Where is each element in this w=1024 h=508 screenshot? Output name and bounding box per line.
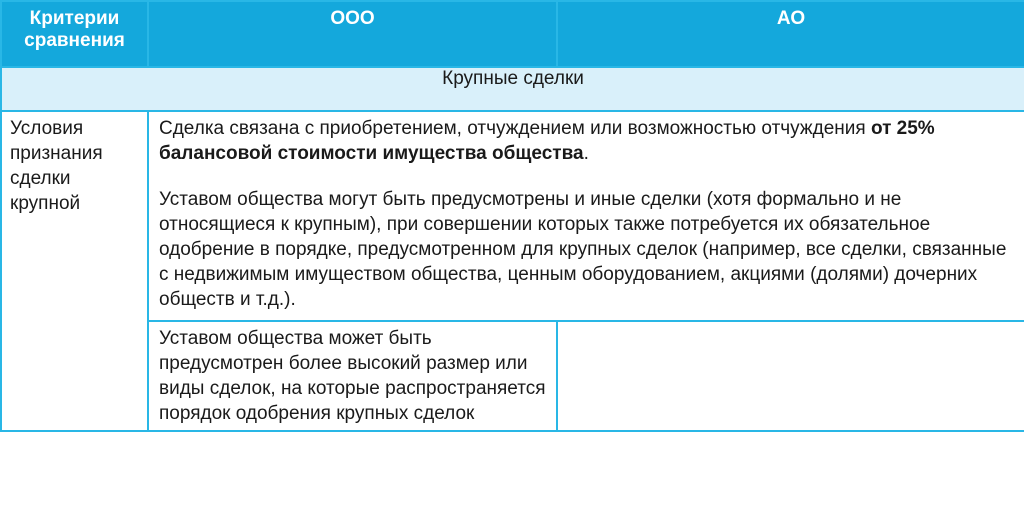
ooo-cell (148, 321, 557, 431)
common-text-part2: . (583, 143, 589, 164)
section-title: Крупные сделки (1, 67, 1024, 111)
common-paragraph-1 (159, 116, 1014, 166)
header-criteria: Критерии сравнения (1, 1, 148, 67)
criterion-cell (1, 111, 148, 431)
common-paragraph-2: Уставом общества могут быть предусмотрены и иные сделки (хотя формально и не относящиеся к крупным), при совершении которых также потребуется их обязательное одобрение в порядке, предусмотренном для крупных сделок (например, все сделки, связанные с недвижимым имуществом общества, ценным оборудованием, акциями (долями) дочерних обществ и т.д.). (159, 189, 1007, 310)
ao-text (558, 322, 1024, 330)
header-row (1, 1, 1024, 67)
table-row (1, 111, 1024, 321)
criterion-text: Условия признания сделки крупной (10, 118, 103, 214)
header-ooo: ООО (148, 1, 557, 67)
common-text-part1: Сделка связана с приобретением, отчуждением или возможностью отчуждения (159, 118, 871, 139)
header-ao: АО (557, 1, 1024, 67)
common-text-bold: от 25% балансовой стоимости имущества общества (159, 118, 935, 164)
ao-cell (557, 321, 1024, 431)
common-cell (148, 111, 1024, 321)
table-row (1, 321, 1024, 431)
section-row (1, 67, 1024, 111)
ooo-text: Уставом общества может быть предусмотрен более высокий размер или виды сделок, на которые распространяется порядок одобрения крупных сделок (159, 328, 546, 424)
